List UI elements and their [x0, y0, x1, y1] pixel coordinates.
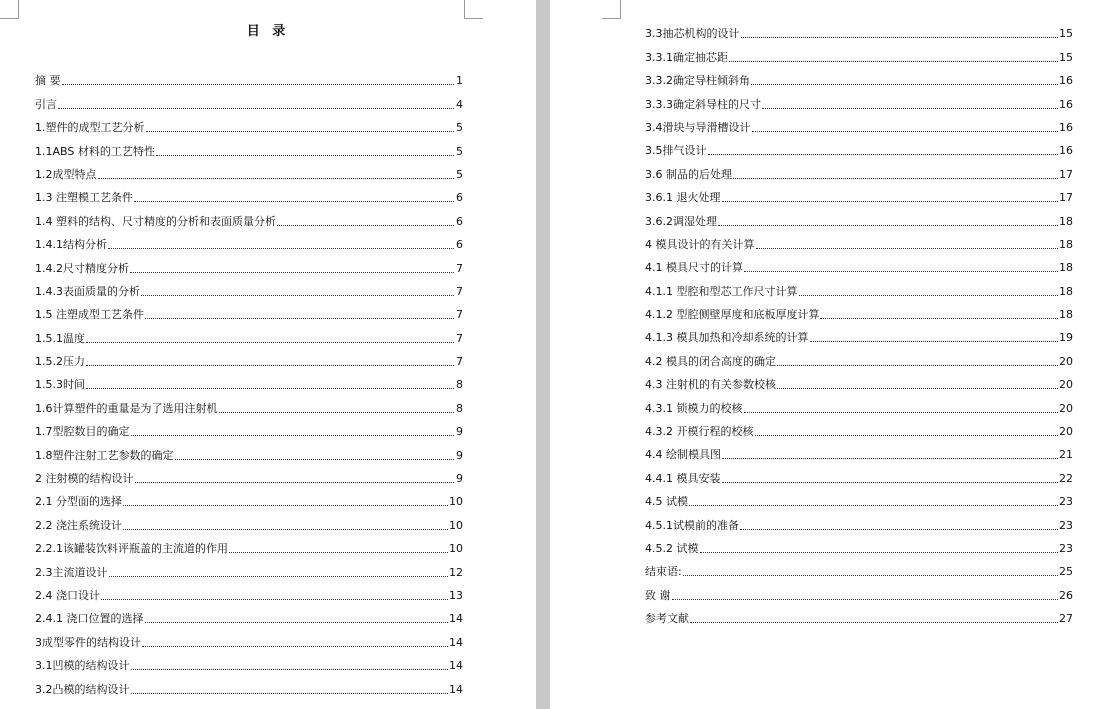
toc-entry[interactable] — [35, 159, 463, 182]
toc-entry-text: 1.2成型特点 — [35, 167, 97, 181]
toc-entry[interactable] — [35, 392, 463, 415]
toc-leader-dots — [175, 459, 455, 460]
toc-page-number: 18 — [1059, 237, 1073, 251]
toc-entry-text: 4.5.1试模前的准备 — [645, 518, 739, 532]
toc-entry-text: 引言 — [35, 97, 57, 111]
toc-leader-dots — [689, 505, 1058, 506]
toc-entry[interactable] — [35, 650, 463, 673]
toc-entry-text: 4.3.1 锁模力的校核 — [645, 401, 743, 415]
page-gutter — [536, 0, 550, 709]
toc-entry-text: 3.6.1 退火处理 — [645, 191, 721, 205]
toc-leader-dots — [740, 529, 1058, 530]
toc-page-number: 20 — [1059, 354, 1073, 368]
toc-page-number: 20 — [1059, 425, 1073, 439]
toc-leader-dots — [820, 318, 1058, 319]
toc-entry-text: 4.5.2 试模 — [645, 541, 699, 555]
toc-leader-dots — [690, 622, 1058, 623]
toc-entry[interactable] — [35, 229, 463, 252]
toc-leader-dots — [141, 295, 454, 296]
crop-mark — [602, 0, 621, 19]
toc-entry-text: 1.5.3时间 — [35, 378, 85, 392]
toc-page-number: 8 — [456, 378, 463, 392]
toc-entry-text: 4.1.1 型腔和型芯工作尺寸计算 — [645, 284, 798, 298]
toc-page-number: 16 — [1059, 144, 1073, 158]
toc-entry-text: 4.1.3 模具加热和冷却系统的计算 — [645, 331, 809, 345]
toc-entry[interactable] — [645, 299, 1073, 322]
toc-entry-text: 3.3.2确定导柱倾斜角 — [645, 74, 750, 88]
toc-leader-dots — [744, 271, 1058, 272]
toc-entry[interactable] — [645, 88, 1073, 111]
toc-leader-dots — [722, 482, 1059, 483]
toc-leader-dots — [62, 84, 455, 85]
toc-page-number: 10 — [449, 542, 463, 556]
toc-leader-dots — [755, 435, 1059, 436]
toc-page-number: 7 — [456, 331, 463, 345]
toc-entry-text: 1.4.3表面质量的分析 — [35, 284, 140, 298]
toc-entry[interactable] — [35, 533, 463, 556]
toc-page-number: 18 — [1059, 214, 1073, 228]
toc-entry[interactable] — [645, 229, 1073, 252]
toc-entry[interactable] — [645, 275, 1073, 298]
toc-leader-dots — [156, 155, 454, 156]
toc-page-number: 5 — [456, 121, 463, 135]
toc-list-left — [35, 65, 463, 697]
toc-entry[interactable] — [35, 182, 463, 205]
toc-leader-dots — [718, 225, 1058, 226]
toc-entry[interactable] — [645, 556, 1073, 579]
toc-entry-text: 1.5.1温度 — [35, 331, 85, 345]
toc-entry-text: 2.2.1该罐装饮料评瓶盖的主流道的作用 — [35, 542, 228, 556]
toc-leader-dots — [762, 108, 1058, 109]
toc-entry[interactable] — [645, 252, 1073, 275]
toc-leader-dots — [146, 131, 455, 132]
toc-entry-text: 1.4.1结构分析 — [35, 238, 107, 252]
toc-entry-text: 参考文献 — [645, 612, 689, 626]
toc-page-number: 19 — [1059, 331, 1073, 345]
toc-page-number: 16 — [1059, 120, 1073, 134]
toc-page-number: 18 — [1059, 308, 1073, 322]
toc-page-number: 23 — [1059, 541, 1073, 555]
toc-leader-dots — [109, 576, 449, 577]
toc-entry-text: 4.3.2 开模行程的校核 — [645, 425, 754, 439]
toc-entry[interactable] — [645, 182, 1073, 205]
toc-leader-dots — [123, 529, 448, 530]
toc-entry[interactable] — [35, 346, 463, 369]
toc-entry[interactable] — [645, 462, 1073, 485]
toc-entry-text: 2.4.1 浇口位置的选择 — [35, 612, 144, 626]
toc-page-number: 14 — [449, 682, 463, 696]
toc-leader-dots — [722, 458, 1058, 459]
toc-entry-text: 3.1凹模的结构设计 — [35, 659, 130, 673]
toc-page-number: 23 — [1059, 518, 1073, 532]
toc-page-number: 17 — [1059, 191, 1073, 205]
toc-page-number: 27 — [1059, 612, 1073, 626]
toc-entry-text: 3.6 制品的后处理 — [645, 167, 732, 181]
toc-entry-text: 1.5.2压力 — [35, 355, 85, 369]
toc-page-number: 12 — [449, 565, 463, 579]
toc-entry-text: 摘 要 — [35, 74, 61, 88]
toc-page-number: 13 — [449, 588, 463, 602]
toc-leader-dots — [123, 505, 448, 506]
toc-leader-dots — [756, 248, 1059, 249]
toc-page-number: 16 — [1059, 74, 1073, 88]
toc-entry[interactable] — [645, 41, 1073, 64]
toc-entry[interactable] — [35, 673, 463, 696]
document-page-left — [0, 0, 536, 709]
toc-leader-dots — [145, 622, 449, 623]
toc-entry-text: 1.3 注塑模工艺条件 — [35, 191, 133, 205]
toc-page-number: 6 — [456, 214, 463, 228]
toc-entry[interactable] — [35, 112, 463, 135]
toc-page-number: 5 — [456, 144, 463, 158]
toc-leader-dots — [98, 178, 455, 179]
toc-page-number: 14 — [449, 659, 463, 673]
toc-leader-dots — [142, 646, 448, 647]
toc-entry[interactable] — [35, 205, 463, 228]
document-page-right — [550, 0, 1096, 709]
toc-entry[interactable] — [35, 580, 463, 603]
toc-entry[interactable] — [35, 135, 463, 158]
toc-entry-text: 2.4 浇口设计 — [35, 588, 100, 602]
toc-page-number: 21 — [1059, 448, 1073, 462]
toc-entry-text: 4 模具设计的有关计算 — [645, 237, 755, 251]
toc-page-number: 18 — [1059, 261, 1073, 275]
toc-entry[interactable] — [35, 369, 463, 392]
toc-entry-text: 3.2凸模的结构设计 — [35, 682, 130, 696]
toc-page-number: 7 — [456, 261, 463, 275]
toc-entry[interactable] — [35, 88, 463, 111]
toc-page-number: 15 — [1059, 50, 1073, 64]
crop-mark — [464, 0, 483, 19]
toc-page-number: 26 — [1059, 588, 1073, 602]
toc-page-number: 10 — [449, 518, 463, 532]
toc-entry-text: 2.2 浇注系统设计 — [35, 518, 122, 532]
toc-page-number: 6 — [456, 191, 463, 205]
toc-entry[interactable] — [645, 579, 1073, 602]
toc-entry[interactable] — [645, 322, 1073, 345]
toc-entry[interactable] — [35, 65, 463, 88]
toc-page-number: 25 — [1059, 565, 1073, 579]
toc-leader-dots — [131, 693, 449, 694]
toc-leader-dots — [277, 225, 454, 226]
toc-entry-text: 4.4 绘制模具图 — [645, 448, 721, 462]
toc-leader-dots — [108, 248, 454, 249]
toc-page-number: 7 — [456, 308, 463, 322]
toc-leader-dots — [708, 154, 1059, 155]
toc-leader-dots — [86, 388, 454, 389]
toc-entry-text: 3.3.3确定斜导柱的尺寸 — [645, 97, 761, 111]
toc-page-number: 18 — [1059, 284, 1073, 298]
toc-leader-dots — [135, 482, 455, 483]
toc-entry-text: 1.4.2尺寸精度分析 — [35, 261, 129, 275]
toc-page-number: 16 — [1059, 97, 1073, 111]
toc-page-number: 5 — [456, 167, 463, 181]
toc-entry[interactable] — [645, 603, 1073, 626]
toc-page-number: 9 — [456, 425, 463, 439]
toc-leader-dots — [700, 552, 1059, 553]
toc-page-number: 7 — [456, 355, 463, 369]
toc-entry[interactable] — [645, 486, 1073, 509]
toc-leader-dots — [131, 669, 449, 670]
toc-entry[interactable] — [645, 112, 1073, 135]
toc-leader-dots — [86, 365, 454, 366]
toc-entry[interactable] — [35, 416, 463, 439]
toc-entry[interactable] — [645, 416, 1073, 439]
toc-leader-dots — [131, 435, 455, 436]
toc-entry[interactable] — [645, 205, 1073, 228]
toc-leader-dots — [58, 108, 454, 109]
toc-leader-dots — [134, 201, 454, 202]
toc-page-number: 17 — [1059, 167, 1073, 181]
toc-leader-dots — [777, 365, 1058, 366]
toc-entry-text: 2.3主流道设计 — [35, 565, 108, 579]
toc-entry-text: 3.5排气设计 — [645, 144, 707, 158]
toc-entry[interactable] — [35, 299, 463, 322]
toc-entry[interactable] — [645, 135, 1073, 158]
toc-entry-text: 4.2 模具的闭合高度的确定 — [645, 354, 776, 368]
toc-page-number: 9 — [456, 472, 463, 486]
toc-entry-text: 4.1.2 型腔侧壁厚度和底板厚度计算 — [645, 308, 820, 322]
toc-entry-text: 4.1 模具尺寸的计算 — [645, 261, 743, 275]
toc-page-number: 7 — [456, 284, 463, 298]
toc-entry[interactable] — [35, 463, 463, 486]
toc-leader-dots — [741, 37, 1059, 38]
toc-leader-dots — [86, 342, 454, 343]
toc-entry[interactable] — [35, 276, 463, 299]
toc-entry-text: 1.5 注塑成型工艺条件 — [35, 308, 144, 322]
toc-entry[interactable] — [35, 509, 463, 532]
toc-entry[interactable] — [645, 392, 1073, 415]
toc-leader-dots — [722, 201, 1059, 202]
toc-leader-dots — [729, 61, 1058, 62]
toc-page-number: 1 — [456, 74, 463, 88]
toc-entry[interactable] — [645, 533, 1073, 556]
toc-entry[interactable] — [645, 345, 1073, 368]
toc-entry[interactable] — [645, 158, 1073, 181]
toc-leader-dots — [672, 599, 1059, 600]
toc-entry-text: 4.3 注射机的有关参数校核 — [645, 378, 776, 392]
toc-page-number: 15 — [1059, 27, 1073, 41]
toc-entry-text: 4.5 试模 — [645, 495, 688, 509]
toc-leader-dots — [744, 412, 1059, 413]
toc-entry[interactable] — [645, 65, 1073, 88]
toc-leader-dots — [777, 388, 1058, 389]
toc-entry-text: 3.6.2调湿处理 — [645, 214, 717, 228]
toc-entry-text: 1.1ABS 材料的工艺特性 — [35, 144, 155, 158]
toc-entry-text: 致 谢 — [645, 588, 671, 602]
toc-page-number: 6 — [456, 238, 463, 252]
toc-leader-dots — [101, 599, 448, 600]
toc-leader-dots — [810, 341, 1059, 342]
toc-leader-dots — [751, 84, 1058, 85]
toc-leader-dots — [145, 318, 454, 319]
toc-leader-dots — [752, 131, 1059, 132]
toc-page-number: 10 — [449, 495, 463, 509]
toc-page-number: 23 — [1059, 495, 1073, 509]
toc-leader-dots — [799, 295, 1059, 296]
toc-leader-dots — [733, 178, 1058, 179]
toc-page-number: 14 — [449, 635, 463, 649]
toc-entry-text: 2.1 分型面的选择 — [35, 495, 122, 509]
toc-entry[interactable] — [35, 322, 463, 345]
toc-entry-text: 1.7型腔数目的确定 — [35, 425, 130, 439]
toc-page-number: 20 — [1059, 378, 1073, 392]
toc-entry-text: 3成型零件的结构设计 — [35, 635, 141, 649]
toc-entry-text: 1.塑件的成型工艺分析 — [35, 121, 145, 135]
toc-entry-text: 4.4.1 模具安装 — [645, 471, 721, 485]
toc-entry-text: 1.8塑件注射工艺参数的确定 — [35, 448, 174, 462]
toc-entry-text: 3.4滑块与导滑槽设计 — [645, 120, 751, 134]
toc-title: 目 录 — [246, 24, 290, 39]
toc-leader-dots — [683, 575, 1058, 576]
toc-entry[interactable] — [645, 18, 1073, 41]
toc-entry-text: 1.4 塑料的结构、尺寸精度的分析和表面质量分析 — [35, 214, 276, 228]
toc-leader-dots — [130, 272, 454, 273]
toc-page-number: 20 — [1059, 401, 1073, 415]
toc-leader-dots — [229, 552, 448, 553]
toc-entry[interactable] — [35, 603, 463, 626]
crop-mark — [0, 0, 19, 19]
toc-entry[interactable] — [35, 626, 463, 649]
toc-entry-text: 3.3抽芯机构的设计 — [645, 27, 740, 41]
toc-page-number: 8 — [456, 401, 463, 415]
toc-entry[interactable] — [645, 369, 1073, 392]
toc-entry[interactable] — [645, 509, 1073, 532]
toc-entry-text: 2 注射模的结构设计 — [35, 472, 134, 486]
toc-page-number: 4 — [456, 97, 463, 111]
toc-entry[interactable] — [35, 486, 463, 509]
toc-list-right — [645, 18, 1073, 626]
toc-entry-text: 结束语: — [645, 565, 682, 579]
toc-entry[interactable] — [35, 252, 463, 275]
toc-entry-text: 1.6计算塑件的重量是为了选用注射机 — [35, 401, 218, 415]
toc-page-number: 14 — [449, 612, 463, 626]
toc-entry-text: 3.3.1确定抽芯距 — [645, 50, 728, 64]
toc-entry[interactable] — [645, 439, 1073, 462]
toc-entry[interactable] — [35, 556, 463, 579]
toc-page-number: 22 — [1059, 471, 1073, 485]
toc-leader-dots — [219, 412, 455, 413]
toc-entry[interactable] — [35, 439, 463, 462]
toc-page-number: 9 — [456, 448, 463, 462]
